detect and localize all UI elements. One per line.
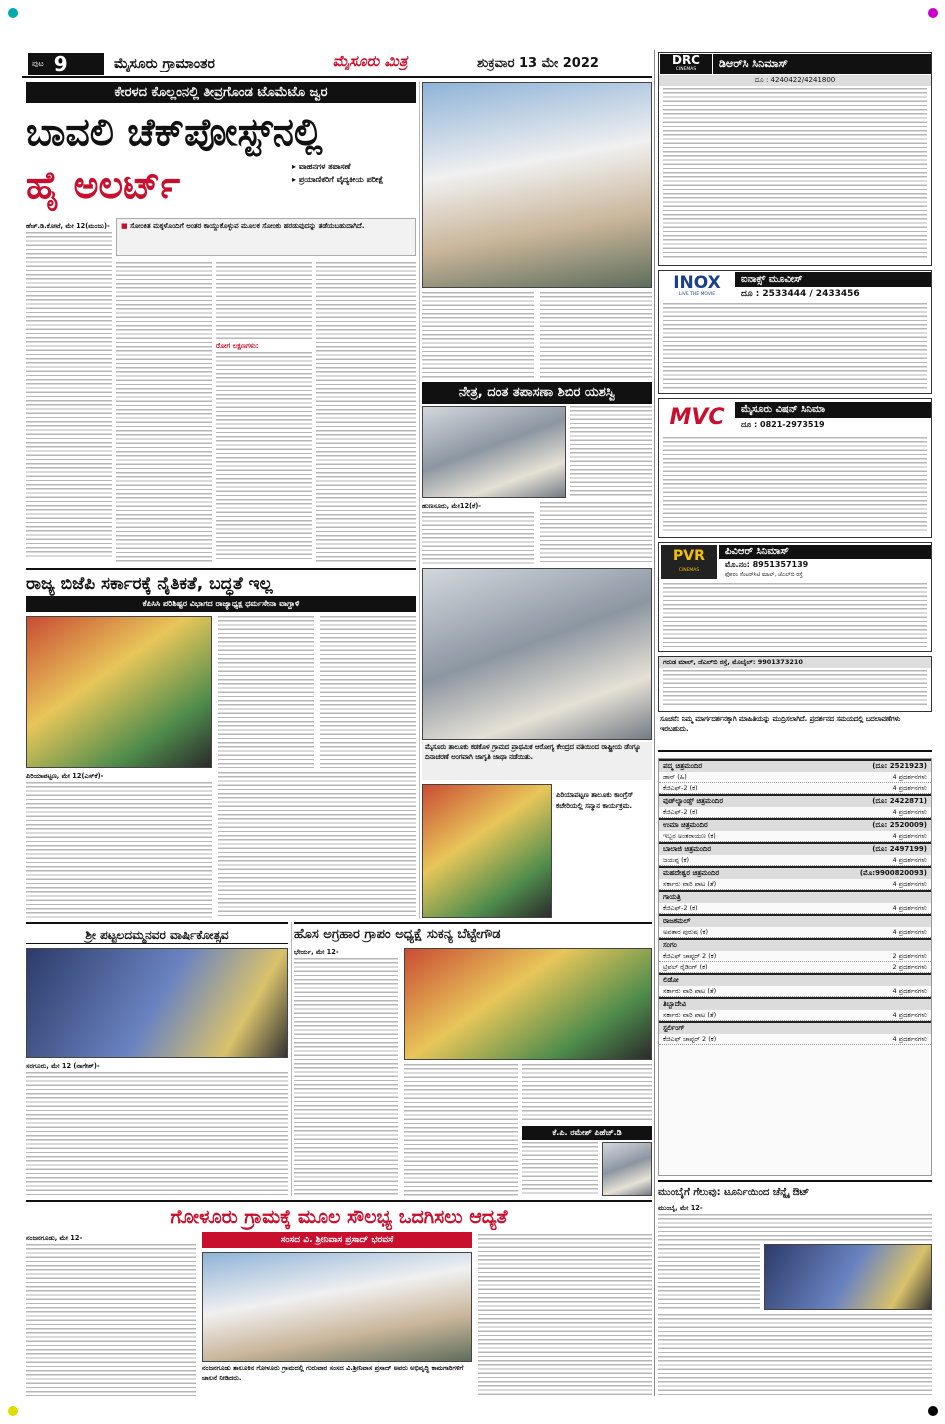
- garuda-label: ಗರುಡ ಮಾಲ್, ಜೆಎಲ್‌ಬಿ ರಸ್ತೆ, ಮೊಬೈಲ್: 9901373210: [659, 657, 931, 668]
- goluru-headline: ಗೋಳೂರು ಗ್ರಾಮಕ್ಕೆ ಮೂಲ ಸೌಲಭ್ಯ ಒದಗಿಸಲು ಆದ್ಯತೆ: [26, 1200, 652, 1230]
- pvr-address: ಫೋರಂ ಸೆಂಟರ್‌ಸಿಟಿ ಮಾಲ್, ಜೆಎಲ್‌ಬಿ ರಸ್ತೆ: [725, 572, 803, 578]
- lead-kicker: ಕೇರಳದ ಕೊಲ್ಲಂನಲ್ಲಿ ತೀವ್ರಗೊಂಡ ಟೊಮೆಟೊ ಜ್ವರ: [26, 82, 416, 103]
- rally-caption: ಮೈಸೂರು ತಾಲೂಕು ಕಡಕೊಳ ಗ್ರಾಮದ ಪ್ರಾಥಮಿಕ ಆರೋಗ್ಯ ಕೇಂದ್ರದ ವತಿಯಿಂದ ರಾಷ್ಟ್ರೀಯ ಡೆಂಗ್ಯೂ ದಿನಾಚರಣೆ ಅಂಗವಾಗಿ ಜಾಗೃತಿ ಜಾಥಾ ನಡೆಯಿತು.: [422, 742, 652, 780]
- registration-mark: [8, 1406, 18, 1416]
- garuda-box: [658, 656, 932, 712]
- list-item: ಇಬ್ಬರ ಅಂತರಾಯಣ (ಕ) 4 ಪ್ರದರ್ಶನಗಳು: [659, 831, 931, 842]
- goluru-col-2: [478, 1234, 652, 1396]
- list-item: ಅವತಾರ ಪುರುಷ (ಕ) 4 ಪ್ರದರ್ಶನಗಳು: [659, 927, 931, 938]
- inox-phone: ದೂ : 2533444 / 2433456: [741, 288, 860, 299]
- inox-logo: INOX LIVE THE MOVIE: [673, 273, 721, 297]
- lead-col-3: [216, 262, 312, 562]
- theatre-item: ಮಹದೇಶ್ವರ ಚಿತ್ರಮಂದಿರ (ಮೊ:9900820093) ಸರ್ಕಾರು ವಾರಿ ಪಾಟ (ತೆ) 4 ಪ್ರದರ್ಶನಗಳು: [659, 866, 931, 890]
- column-rule: [654, 50, 655, 1396]
- column-rule: [419, 82, 420, 918]
- camp-headline: ನೇತ್ರ, ದಂತ ತಪಾಸಣಾ ಶಿಬಿರ ಯಶಸ್ವಿ: [422, 382, 652, 404]
- drc-cinema-box: [658, 52, 932, 266]
- hosa-col-1: ಭೇರ್ಯ, ಮೇ 12-: [294, 948, 398, 1196]
- theatre-item: ಉಮಾ ಚಿತ್ರಮಂದಿರ (ದೂ: 2520009) ಇಬ್ಬರ ಅಂತರಾಯಣ (ಕ) 4 ಪ್ರದರ್ಶನಗಳು: [659, 818, 931, 842]
- theatre-item: ಬಾಲಾಜಿ ಚಿತ್ರಮಂದಿರ (ದೂ: 2497199) ಜಯಪ್ಪ (ಕ) 4 ಪ್ರದರ್ಶನಗಳು: [659, 842, 931, 866]
- hosa-photo: [404, 948, 652, 1060]
- mvc-cinema-box: [658, 398, 932, 538]
- pvr-phone: ಮೊ.ನಂ: 8951357139: [725, 560, 809, 569]
- lead-headline-red: ಹೈ ಅಲರ್ಟ್: [26, 163, 181, 207]
- rally-photo: [422, 568, 652, 740]
- mvc-name: ಮೈಸೂರು ವಿಷನ್ ಸಿನಿಮಾ: [735, 402, 931, 418]
- bjp-col-3: ಪಿರಿಯಾಪಟ್ಟಣ, ಮೇ 12(ಎಸ್‌ಕೆ)-: [26, 772, 212, 918]
- lead-col-5: [422, 292, 534, 378]
- mvc-logo: MVC: [669, 404, 725, 430]
- masthead: [22, 50, 652, 78]
- lead-col-2: [116, 262, 212, 562]
- festival-text: ಸರಗೂರು, ಮೇ 12 (ನಾಗೇಶ್)-: [26, 1062, 288, 1196]
- lead-highlight-box: ■ ಸೋಂಕಿತ ಮಕ್ಕಳೊಂದಿಗೆ ಅಂತರ ಕಾಯ್ದುಕೊಳ್ಳುವ ಮೂಲಕ ಸೋಂಕು ಹರಡುವುದನ್ನು ತಡೆಯಬಹುದಾಗಿದೆ.: [116, 218, 416, 256]
- hosa-agrahara-headline: ಹೊಸ ಅಗ್ರಹಾರ ಗ್ರಾಪಂ ಅಧ್ಯಕ್ಷೆ ಸುಕನ್ಯ ಬೆಟ್ಟೇಗೌಡ: [294, 922, 652, 944]
- lead-headline: ಬಾವಲಿ ಚೆಕ್‌ಪೋಸ್ಟ್‌ನಲ್ಲಿ: [26, 110, 323, 154]
- paper-name: ಮೈಸೂರು ಮಿತ್ರ: [332, 52, 408, 70]
- camp-col-c: [540, 502, 652, 564]
- mvc-phone: ದೂ : 0821-2973519: [741, 420, 825, 429]
- cricket-col-2: [658, 1244, 760, 1310]
- bjp-col-4: [218, 772, 416, 918]
- bjp-photo: [26, 616, 212, 768]
- theatre-item: ತಿಬ್ಬಾದೇವಿ ಸರ್ಕಾರು ವಾರಿ ಪಾಟ (ತೆ) 4 ಪ್ರದರ್ಶನಗಳು: [659, 997, 931, 1021]
- page-number-tag: ಪುಟ 9: [28, 53, 104, 75]
- cricket-headline: ಮುಂಬೈಗೆ ಗೆಲುವು: ಟೂರ್ನಿಯಿಂದ ಚೆನ್ನೈ ಔಟ್: [658, 1180, 932, 1202]
- theatre-item: ಗಾಯತ್ರಿ ಕೆಜಿಎಫ್-2 (ಕ) 4 ಪ್ರದರ್ಶನಗಳು: [659, 890, 931, 914]
- theatre-item: ಸಂಗಂ ಕೆಜಿಎಫ್ ಚಾಪ್ಟರ್ 2 (ಕ) 2 ಪ್ರದರ್ಶನಗಳು ಟ್ರಿಪಲ್ ರೈಡಿಂಗ್ (ಕ) 2 ಪ್ರದರ್ಶನಗಳು: [659, 938, 931, 973]
- bjp-col-2: [320, 616, 416, 768]
- camp-photo: [422, 406, 566, 498]
- cricket-col-3: [658, 1314, 932, 1396]
- column-rule: [291, 922, 292, 1196]
- bjp-subhead: ಕೆಪಿಸಿಸಿ ಪರಿಶಿಷ್ಟರ ವಿಭಾಗದ ರಾಜ್ಯಾಧ್ಯಕ್ಷ ಧರ್ಮಸೇನಾ ವಾಗ್ದಾಳಿ: [26, 596, 416, 612]
- goluru-col-1: ನಂಜನಗೂಡು, ಮೇ 12-: [26, 1234, 196, 1396]
- bjp-col-1: [218, 616, 314, 768]
- goluru-caption: ನಂಜನಗೂಡು ತಾಲೂಕಿನ ಗೋಳೂರು ಗ್ರಾಮದಲ್ಲಿ ಗುರುವಾರ ಸಂಸದ ವಿ.ಶ್ರೀನಿವಾಸ ಪ್ರಸಾದ್ ಅವರು ಅಭಿವೃದ್ಧಿ ಕಾಮಗಾರಿಗಳಿಗೆ ಚಾಲನೆ ನೀಡಿದರು.: [202, 1364, 464, 1382]
- lead-bullet: ▸ ಪ್ರಯಾಣಿಕರಿಗೆ ವೈದ್ಯಕೀಯ ಪರೀಕ್ಷೆ: [292, 175, 384, 184]
- pvr-logo: PVR CINEMAS: [661, 545, 717, 579]
- camp-col-b: ಹುಣಸೂರು, ಮೇ12(ಕೆ)-: [422, 502, 534, 564]
- section-name: ಮೈಸೂರು ಗ್ರಾಮಾಂತರ: [114, 56, 215, 72]
- list-item: ಕೆಜಿಎಫ್ ಚಾಪ್ಟರ್ 2 (ಕ) 4 ಪ್ರದರ್ಶನಗಳು: [659, 1034, 931, 1045]
- newspaper-page: [22, 50, 932, 1398]
- list-item: ಜಯಪ್ಪ (ಕ) 4 ಪ್ರದರ್ಶನಗಳು: [659, 855, 931, 866]
- goluru-subhead: ಸಂಸದ ವಿ. ಶ್ರೀನಿವಾಸ ಪ್ರಸಾದ್ ಭರವಸೆ: [202, 1232, 472, 1248]
- cinema-notice: ಸೂಚನೆ: ನಿಮ್ಮ ಮಾರ್ಗದರ್ಶನಕ್ಕಾಗಿ ಮಾಹಿತಿಯನ್ನು ಮುದ್ರಿಸಲಾಗಿದೆ. ಪ್ರದರ್ಶನದ ಸಮಯದಲ್ಲಿ ಬದಲಾವಣೆಗಳು ಇರಬಹುದು.: [658, 714, 932, 752]
- list-item: ಕೆಜಿಎಫ್-2 (ಕ) 4 ಪ್ರದರ್ಶನಗಳು: [659, 903, 931, 914]
- byline-avatar: [602, 1142, 652, 1196]
- list-item: ಸರ್ಕಾರು ವಾರಿ ಪಾಟ (ತೆ) 4 ಪ್ರದರ್ಶನಗಳು: [659, 879, 931, 890]
- theatre-item: ಸ್ಟರ್ಲಿಂಗ್ ಕೆಜಿಎಫ್ ಚಾಪ್ಟರ್ 2 (ಕ) 4 ಪ್ರದರ್ಶನಗಳು: [659, 1021, 931, 1045]
- list-item: ಟ್ರಿಪಲ್ ರೈಡಿಂಗ್ (ಕ) 2 ಪ್ರದರ್ಶನಗಳು: [659, 962, 931, 973]
- byline-name: ಕೆ.ಪಿ. ರಮೇಶ್ ಪಿಹೆಚ್.ಡಿ: [522, 1126, 652, 1140]
- lead-col-4: [316, 262, 416, 562]
- congress-photo: [422, 784, 552, 918]
- inox-name: ಐನಾಕ್ಸ್ ಮೂವೀಸ್: [735, 272, 931, 287]
- bjp-headline: ರಾಜ್ಯ ಬಿಜೆಪಿ ಸರ್ಕಾರಕ್ಕೆ ನೈತಿಕತೆ, ಬದ್ಧತೆ ಇಲ್ಲ: [26, 568, 416, 596]
- list-item: ಕೆಜಿಎಫ್-2 (ಕ) 4 ಪ್ರದರ್ಶನಗಳು: [659, 783, 931, 794]
- lead-bullet: ▸ ವಾಹನಗಳ ತಪಾಸಣೆ: [292, 162, 351, 171]
- registration-mark: [928, 8, 938, 18]
- festival-photo: [26, 948, 288, 1058]
- list-item: ಸರ್ಕಾರು ವಾರಿ ಪಾಟ (ತೆ) 4 ಪ್ರದರ್ಶನಗಳು: [659, 1010, 931, 1021]
- theatre-item: ಲಿಡೋ ಸರ್ಕಾರು ವಾರಿ ಪಾಟ (ತೆ) 4 ಪ್ರದರ್ಶನಗಳು: [659, 973, 931, 997]
- goluru-photo: [202, 1252, 472, 1362]
- list-item: ಕೆಜಿಎಫ್-2 (ಕ) 4 ಪ್ರದರ್ಶನಗಳು: [659, 807, 931, 818]
- drc-name: ಡಿಆರ್‌ಸಿ ಸಿನಿಮಾಸ್: [713, 54, 931, 74]
- registration-mark: [928, 1406, 938, 1416]
- pvr-cinema-box: [658, 542, 932, 652]
- registration-mark: [8, 8, 18, 18]
- lead-bullets: [292, 160, 422, 218]
- camp-col-a: [570, 406, 652, 498]
- drc-phone: ದೂ : 4240422/4241800: [659, 75, 931, 86]
- theatre-item: ಪದ್ಮ ಚಿತ್ರಮಂದಿರ (ದೂ: 2521923) ಡಾನ್ (ಹಿ) 4 ಪ್ರದರ್ಶನಗಳು ಕೆಜಿಎಫ್-2 (ಕ) 4 ಪ್ರದರ್ಶನಗಳು: [659, 759, 931, 794]
- issue-date: ಶುಕ್ರವಾರ 13 ಮೇ 2022: [477, 56, 599, 71]
- cricket-photo: [764, 1244, 932, 1310]
- hosa-col-2: [404, 1064, 518, 1196]
- festival-headline: ಶ್ರೀ ಪಟ್ಟಲದಮ್ಮನವರ ವಾರ್ಷಿಕೋತ್ಸವ: [26, 922, 288, 944]
- theatre-item: ರಾಜಕಮಲ್ ಅವತಾರ ಪುರುಷ (ಕ) 4 ಪ್ರದರ್ಶನಗಳು: [659, 914, 931, 938]
- lead-photo: [422, 82, 652, 288]
- pvr-name: ಪಿವಿಆರ್ ಸಿನಿಮಾಸ್: [719, 545, 931, 559]
- cricket-col-1: ಮುಂಬೈ, ಮೇ 12-: [658, 1204, 932, 1242]
- theatre-item: ವುಡ್‌ಲ್ಯಾಂಡ್ಸ್ ಚಿತ್ರಮಂದಿರ (ದೂ: 2422871) ಕೆಜಿಎಫ್-2 (ಕ) 4 ಪ್ರದರ್ಶನಗಳು: [659, 794, 931, 818]
- hosa-col-4: [522, 1142, 598, 1196]
- list-item: ಸರ್ಕಾರು ವಾರಿ ಪಾಟ (ತೆ) 4 ಪ್ರದರ್ಶನಗಳು: [659, 986, 931, 997]
- hosa-col-3: [522, 1064, 652, 1122]
- drc-logo: DRC CINEMAS: [660, 54, 712, 74]
- lead-col-6: [540, 292, 652, 378]
- list-item: ಡಾನ್ (ಹಿ) 4 ಪ್ರದರ್ಶನಗಳು: [659, 772, 931, 783]
- lead-col-1: ಹೆಚ್.ಡಿ.ಕೋಟೆ, ಮೇ 12(ಮಂಜು)-: [26, 222, 112, 562]
- list-item: ಕೆಜಿಎಫ್ ಚಾಪ್ಟರ್ 2 (ಕ) 2 ಪ್ರದರ್ಶನಗಳು: [659, 951, 931, 962]
- theatre-list: [658, 758, 932, 1176]
- symptoms-label: ರೋಗ ಲಕ್ಷಣಗಳು:: [216, 342, 259, 350]
- congress-caption: ಪಿರಿಯಾಪಟ್ಟಣ ತಾಲೂಕು ಕಾಂಗ್ರೆಸ್ ಕಚೇರಿಯಲ್ಲಿ ಸನ್ಮಾನ ಕಾರ್ಯಕ್ರಮ.: [556, 791, 634, 810]
- inox-cinema-box: [658, 270, 932, 394]
